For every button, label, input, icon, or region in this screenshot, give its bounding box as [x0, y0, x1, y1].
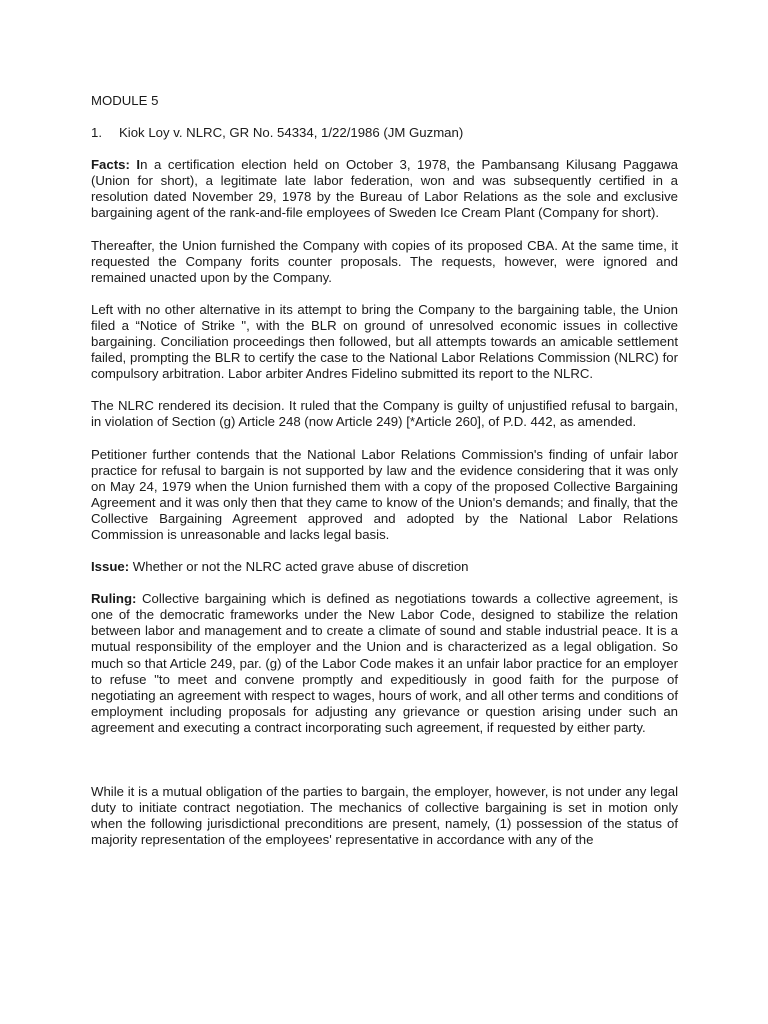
ruling-paragraph	[91, 591, 678, 736]
spacer	[91, 752, 678, 784]
module-title: MODULE 5	[91, 93, 159, 108]
paragraph-thereafter: Thereafter, the Union furnished the Company with copies of its proposed CBA. At the same time, it requested the Company forits counter proposals. The requests, however, were ignored and remained unacted upon by the Company.	[91, 237, 678, 285]
closing-paragraph: While it is a mutual obligation of the parties to bargain, the employer, however, is not under any legal duty to initiate contract negotiation. The mechanics of collective bargaining is set in motion only when the following jurisdictional preconditions are present, namely, (1) possession of the status of majority representation of the employees' representative in accordance with any of the	[91, 784, 678, 848]
document-page	[91, 93, 678, 864]
paragraph-left-with-no-alternative: Left with no other alternative in its attempt to bring the Company to the bargaining table, the Union filed a “Notice of Strike ", with the BLR on ground of unresolved economic issues in collective bargaining. Conciliation proceedings then followed, but all attempts towards an amicable settlement failed, prompting the BLR to certify the case to the National Labor Relations Commission (NLRC) for compulsory arbitration. Labor arbiter Andres Fidelino submitted its report to the NLRC.	[91, 301, 678, 382]
facts-paragraph	[91, 157, 678, 221]
issue-label: Issue:	[91, 559, 130, 575]
case-number: 1.	[91, 125, 102, 141]
ruling-label: Ruling:	[91, 591, 137, 607]
case-heading	[91, 125, 678, 141]
issue-text: Whether or not the NLRC acted grave abuse of discretion	[129, 559, 469, 575]
issue-paragraph	[91, 559, 678, 575]
facts-label: Facts: I	[91, 157, 141, 173]
paragraph-petitioner-contends: Petitioner further contends that the National Labor Relations Commission's finding of unfair labor practice for refusal to bargain is not supported by law and the evidence considering that it was only on May 24, 1979 when the Union furnished them with a copy of the proposed Collective Bargaining Agreement and it was only then that they came to know of the Union's demands; and finally, that the Collective Bargaining Agreement approved and adopted by the National Labor Relations Commission is unreasonable and lacks legal basis.	[91, 446, 678, 542]
case-title: Kiok Loy v. NLRC, GR No. 54334, 1/22/1986 (JM Guzman)	[119, 125, 464, 141]
paragraph-nlrc-decision: The NLRC rendered its decision. It ruled that the Company is guilty of unjustified refusal to bargain, in violation of Section (g) Article 248 (now Article 249) [*Article 260], of P.D. 442, as amended.	[91, 398, 678, 430]
ruling-text: Collective bargaining which is defined as negotiations towards a collective agreement, is one of the democratic frameworks under the New Labor Code, designed to stabilize the relation between labor and management and to create a climate of sound and stable industrial peace. It is a mutual responsibility of the employer and the Union and is characterized as a legal obligation. So much so that Article 249, par. (g) of the Labor Code makes it an unfair labor practice for an employer to refuse "to meet and convene promptly and expeditiously in good faith for the purpose of negotiating an agreement with respect to wages, hours of work, and all other terms and conditions of employment including proposals for adjusting any grievance or question arising under such an agreement and executing a contract incorporating such agreement, if requested by either party.	[91, 591, 678, 735]
facts-text: n a certification election held on October 3, 1978, the Pambansang Kilusang Paggawa (Union for short), a legitimate late labor federation, won and was subsequently certified in a resolution dated November 29, 1978 by the Bureau of Labor Relations as the sole and exclusive bargaining agent of the rank-and-file employees of Sweden Ice Cream Plant (Company for short).	[91, 157, 679, 221]
